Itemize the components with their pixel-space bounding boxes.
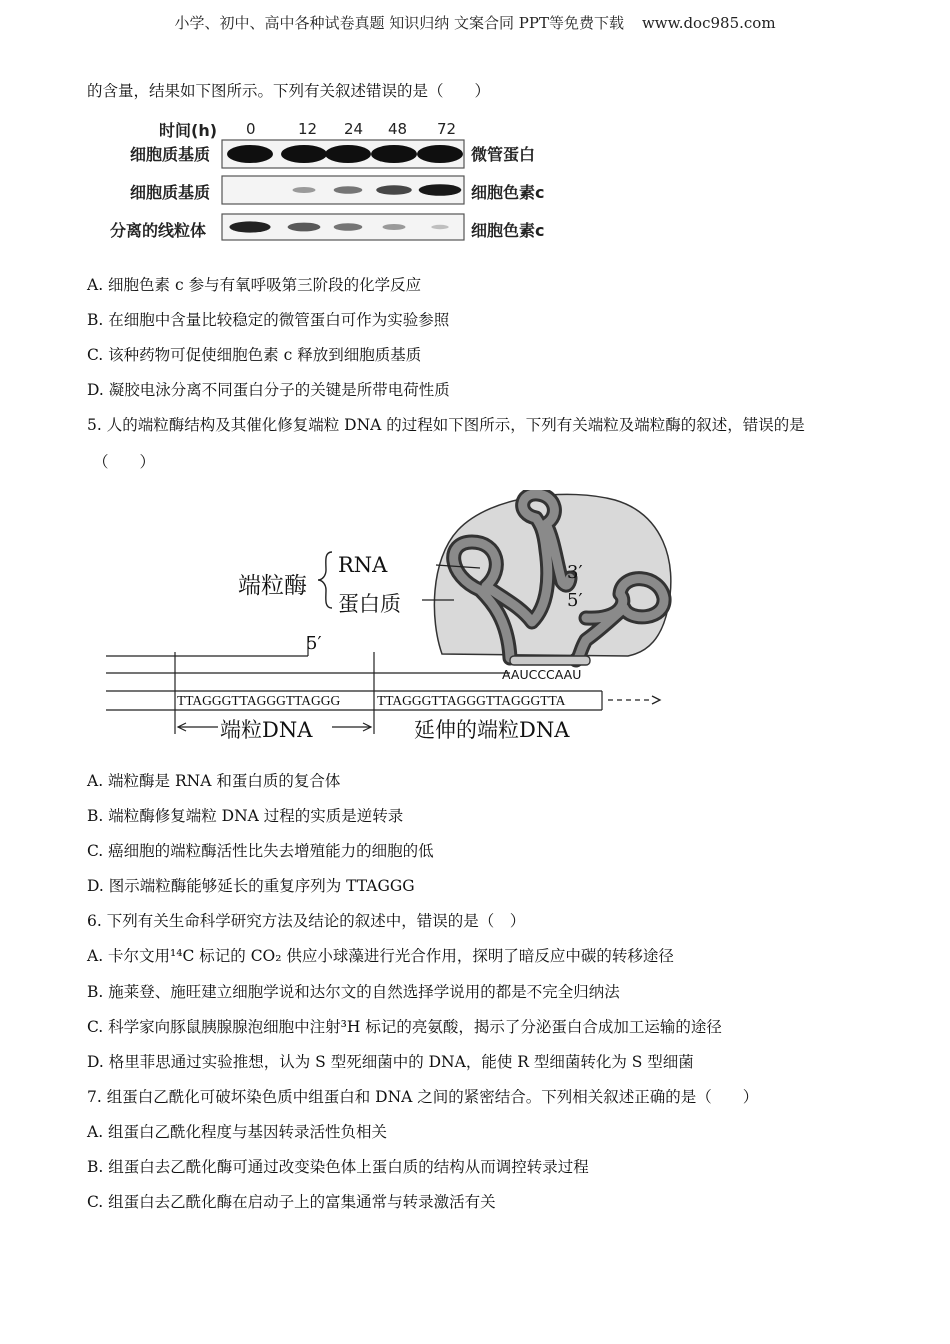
- wb-band-row3-lane1: [229, 221, 270, 232]
- q7-option-c: C. 组蛋白去乙酰化酶在启动子上的富集通常与转录激活有关: [87, 1193, 496, 1211]
- wb-band-row3-lane3: [334, 223, 363, 231]
- protein-label: 蛋白质: [338, 592, 401, 616]
- telomere-dna-label: 端粒DNA: [220, 718, 313, 742]
- header-site: www.doc985.com: [641, 14, 776, 32]
- extension-arrowhead: [652, 696, 660, 704]
- enzyme-brace: [318, 552, 332, 608]
- wb-time-24: 24: [344, 120, 364, 138]
- template-sequence: AAUCCCAAU: [502, 667, 582, 682]
- wb-time-0: 0: [246, 120, 256, 138]
- wb-band-row1-lane4: [371, 145, 417, 163]
- wb-time-48: 48: [388, 120, 408, 138]
- wb-band-row1-lane3: [325, 145, 371, 163]
- wb-row2-left: 细胞质基质: [130, 183, 211, 202]
- q6-option-a: A. 卡尔文用¹⁴C 标记的 CO₂ 供应小球藻进行光合作用，探明了暗反应中碳的转移途径: [87, 947, 674, 965]
- q6-option-b: B. 施莱登、施旺建立细胞学说和达尔文的自然选择学说用的都是不完全归纳法: [87, 983, 620, 1001]
- rna-template-segment: [510, 656, 590, 665]
- wb-time-12: 12: [298, 120, 318, 138]
- q5-stem: 5. 人的端粒酶结构及其催化修复端粒 DNA 的过程如下图所示，下列有关端粒及端粒酶的叙述，错误的是: [87, 416, 805, 434]
- wb-time-72: 72: [437, 120, 457, 138]
- wb-band-row3-lane2: [288, 223, 321, 232]
- q4-option-b: B. 在细胞中含量比较稳定的微管蛋白可作为实验参照: [87, 311, 450, 329]
- q7-stem: 7. 组蛋白乙酰化可破坏染色质中组蛋白和 DNA 之间的紧密结合。下列相关叙述正确的是（ ）: [87, 1088, 759, 1106]
- q4-intro: 的含量，结果如下图所示。下列有关叙述错误的是（ ）: [87, 82, 491, 100]
- wb-band-row2-lane4: [376, 185, 412, 195]
- rna-label: RNA: [338, 553, 388, 577]
- q6-stem: 6. 下列有关生命科学研究方法及结论的叙述中，错误的是（ ）: [87, 912, 526, 930]
- prime-5-dna-label: 5′: [306, 633, 322, 654]
- wb-band-row1-lane5: [417, 145, 463, 163]
- western-blot-figure: [218, 138, 468, 242]
- q6-option-d: D. 格里菲思通过实验推想，认为 S 型死细菌中的 DNA，能使 R 型细菌转化为 S 型细菌: [87, 1053, 694, 1071]
- q4-option-c: C. 该种药物可促使细胞色素 c 释放到细胞质基质: [87, 346, 422, 364]
- wb-band-row2-lane5: [419, 184, 462, 196]
- prime-3-label: 3′: [567, 562, 583, 583]
- wb-band-row1-lane2: [281, 145, 327, 163]
- telomerase-diagram: [100, 490, 680, 752]
- extended-sequence: TTAGGGTTAGGGTTAGGGTTA: [377, 693, 566, 708]
- wb-row3-left: 分离的线粒体: [110, 221, 207, 240]
- q5-paren: （ ）: [93, 453, 156, 471]
- q5-option-d: D. 图示端粒酶能够延长的重复序列为 TTAGGG: [87, 877, 415, 895]
- extended-dna-label: 延伸的端粒DNA: [414, 718, 570, 742]
- wb-row1-right: 微管蛋白: [471, 145, 536, 164]
- wb-row2-right: 细胞色素c: [471, 183, 545, 202]
- wb-band-row1-lane1: [227, 145, 273, 163]
- wb-band-row3-lane4: [383, 224, 406, 230]
- q5-option-b: B. 端粒酶修复端粒 DNA 过程的实质是逆转录: [87, 807, 404, 825]
- prime-5-rna-label: 5′: [567, 590, 583, 611]
- wb-row3-right: 细胞色素c: [471, 221, 545, 240]
- q7-option-a: A. 组蛋白乙酰化程度与基因转录活性负相关: [87, 1123, 388, 1141]
- enzyme-label: 端粒酶: [238, 573, 307, 599]
- page-header: [0, 12, 950, 33]
- q7-option-b: B. 组蛋白去乙酰化酶可通过改变染色体上蛋白质的结构从而调控转录过程: [87, 1158, 589, 1176]
- wb-band-row2-lane2: [293, 187, 316, 193]
- q4-option-a: A. 细胞色素 c 参与有氧呼吸第三阶段的化学反应: [87, 276, 422, 294]
- wb-row1-left: 细胞质基质: [130, 145, 211, 164]
- q4-option-d: D. 凝胶电泳分离不同蛋白分子的关键是所带电荷性质: [87, 381, 450, 399]
- q5-option-c: C. 癌细胞的端粒酶活性比失去增殖能力的细胞的低: [87, 842, 434, 860]
- telomere-sequence: TTAGGGTTAGGGTTAGGG: [177, 693, 341, 708]
- header-text: 小学、初中、高中各种试卷真题 知识归纳 文案合同 PPT等免费下载: [174, 14, 624, 32]
- q5-option-a: A. 端粒酶是 RNA 和蛋白质的复合体: [87, 772, 341, 790]
- wb-band-row2-lane3: [334, 186, 363, 194]
- wb-band-row3-lane5: [431, 225, 448, 229]
- wb-time-label: 时间(h): [159, 121, 218, 140]
- q6-option-c: C. 科学家向豚鼠胰腺腺泡细胞中注射³H 标记的亮氨酸，揭示了分泌蛋白合成加工运输的途径: [87, 1018, 722, 1036]
